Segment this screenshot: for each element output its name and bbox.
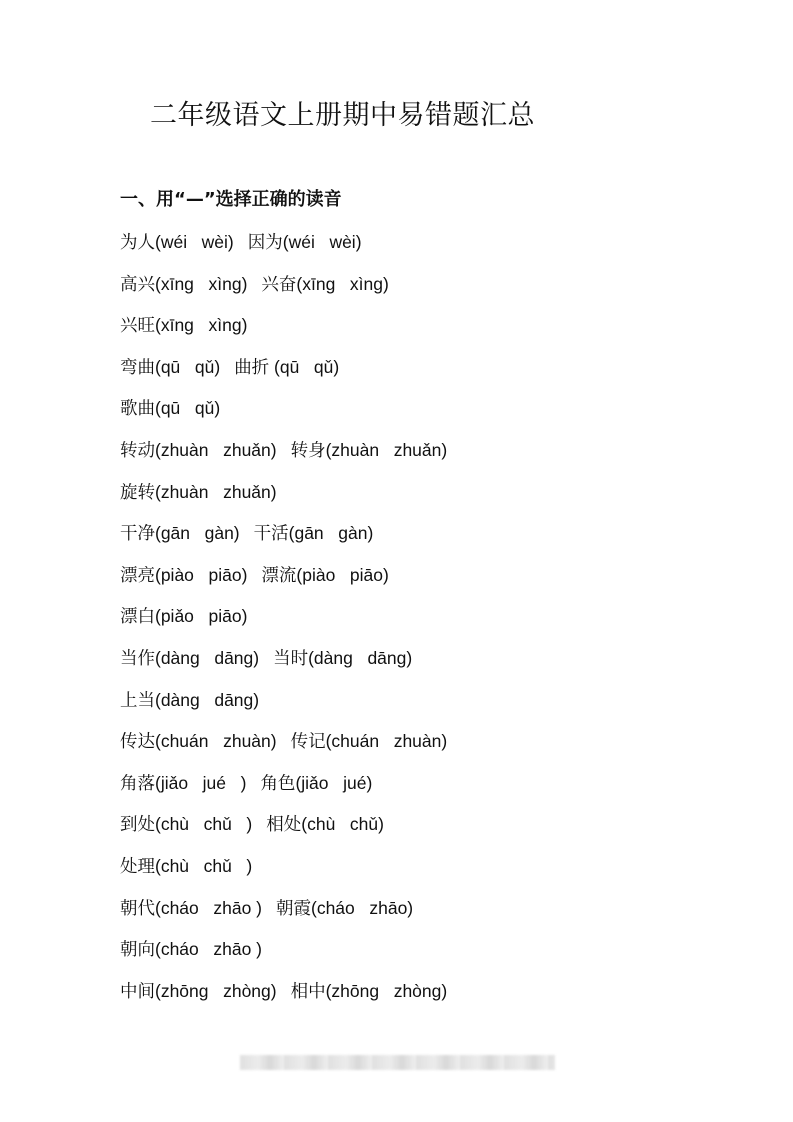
- pinyin-choice-item: [120, 894, 262, 923]
- word-text: 转动: [120, 440, 155, 461]
- word-text: 曲折: [234, 357, 270, 378]
- question-line: [120, 394, 720, 436]
- pinyin-options[interactable]: (chuán zhuàn): [325, 731, 448, 752]
- pinyin-options[interactable]: (wéi wèi): [282, 232, 362, 252]
- question-line: [120, 436, 720, 478]
- question-line: [120, 977, 720, 1019]
- word-text: 朝代: [120, 898, 155, 919]
- question-line: [120, 478, 720, 520]
- question-line: [120, 894, 720, 936]
- pinyin-options[interactable]: (cháo zhāo ): [155, 897, 262, 918]
- question-line: [120, 561, 720, 603]
- pinyin-options[interactable]: (qū qǔ): [269, 356, 340, 377]
- word-text: 角落: [120, 773, 155, 794]
- word-text: 角色: [260, 773, 296, 794]
- pinyin-choice-item: [120, 353, 220, 382]
- word-text: 朝霞: [276, 898, 311, 919]
- question-line: [120, 353, 720, 395]
- pinyin-choice-item: [120, 394, 220, 423]
- pinyin-choice-item: [291, 977, 448, 1006]
- question-line: [120, 311, 720, 353]
- pinyin-choice-item: [276, 894, 413, 923]
- question-line: [120, 852, 720, 894]
- pinyin-choice-item: [120, 977, 277, 1006]
- word-text: 干活: [253, 524, 289, 545]
- pinyin-choice-item: [120, 602, 247, 631]
- pinyin-options[interactable]: (chù chǔ): [301, 814, 384, 835]
- pinyin-options[interactable]: (wéi wèi): [155, 232, 234, 252]
- pinyin-options[interactable]: (zhuàn zhuǎn): [155, 481, 277, 502]
- question-line: [120, 228, 720, 270]
- section-heading: 一、用“—”选择正确的读音: [120, 189, 342, 210]
- word-text: 当时: [273, 648, 309, 669]
- pinyin-options[interactable]: (xīng xìng): [155, 273, 248, 294]
- pinyin-choice-item: [254, 519, 374, 548]
- pinyin-options[interactable]: (dàng dāng): [155, 647, 260, 668]
- word-text: 兴旺: [120, 316, 155, 337]
- pinyin-options[interactable]: (dàng dāng): [155, 689, 260, 710]
- pinyin-choice-item: [120, 769, 246, 798]
- word-text: 当作: [120, 648, 155, 669]
- pinyin-choice-item: [234, 353, 339, 382]
- word-text: 漂亮: [120, 565, 155, 586]
- pinyin-choice-item: [248, 228, 362, 257]
- pinyin-options[interactable]: (chù chǔ ): [155, 855, 253, 876]
- pinyin-options[interactable]: (qū qǔ): [155, 398, 221, 419]
- pinyin-options[interactable]: (chù chǔ ): [155, 814, 253, 835]
- pinyin-options[interactable]: (xīng xìng): [296, 273, 389, 294]
- question-line: [120, 810, 720, 852]
- pinyin-choice-item: [120, 436, 277, 465]
- word-text: 朝向: [120, 940, 155, 961]
- word-text: 弯曲: [120, 357, 155, 378]
- pinyin-choice-item: [120, 311, 247, 340]
- pinyin-options[interactable]: (cháo zhāo ): [155, 939, 262, 960]
- question-line: [120, 727, 720, 769]
- pinyin-options[interactable]: (zhuàn zhuǎn): [325, 439, 448, 460]
- pinyin-options[interactable]: (zhōng zhòng): [325, 980, 448, 1001]
- word-text: 因为: [247, 233, 283, 253]
- word-text: 中间: [120, 981, 155, 1002]
- pinyin-options[interactable]: (chuán zhuàn): [155, 731, 277, 752]
- word-text: 为人: [120, 233, 155, 253]
- pinyin-options[interactable]: (zhōng zhòng): [155, 980, 277, 1001]
- pinyin-options[interactable]: (gān gàn): [288, 523, 374, 544]
- question-line: [120, 935, 720, 977]
- pinyin-options[interactable]: (jiǎo jué): [295, 772, 373, 793]
- pinyin-options[interactable]: (cháo zhāo): [311, 897, 414, 918]
- pinyin-choice-item: [273, 644, 412, 673]
- pinyin-choice-item: [261, 561, 388, 590]
- word-text: 到处: [120, 815, 155, 836]
- pinyin-choice-item: [291, 727, 448, 756]
- word-text: 旋转: [120, 482, 155, 503]
- pinyin-choice-item: [120, 228, 234, 257]
- document-title: 二年级语文上册期中易错题汇总: [150, 100, 535, 131]
- question-line: [120, 769, 720, 811]
- word-text: 漂白: [120, 607, 155, 628]
- word-text: 相中: [290, 981, 326, 1002]
- word-text: 高兴: [120, 274, 155, 295]
- pinyin-choice-item: [291, 436, 448, 465]
- question-line: [120, 519, 720, 561]
- pinyin-choice-item: [120, 727, 277, 756]
- pinyin-options[interactable]: (piǎo piāo): [155, 606, 248, 627]
- pinyin-choice-item: [120, 561, 247, 590]
- pinyin-choice-item: [120, 644, 259, 673]
- pinyin-choice-item: [120, 810, 252, 839]
- pinyin-choice-item: [120, 935, 262, 964]
- question-line: [120, 686, 720, 728]
- pinyin-options[interactable]: (qū qǔ): [155, 356, 221, 377]
- word-text: 传记: [290, 732, 326, 753]
- word-text: 传达: [120, 732, 155, 753]
- word-text: 转身: [290, 440, 326, 461]
- question-line: [120, 644, 720, 686]
- word-text: 处理: [120, 856, 155, 877]
- pinyin-choice-item: [120, 852, 252, 881]
- word-text: 干净: [120, 524, 155, 545]
- pinyin-choice-item: [120, 478, 277, 507]
- pinyin-question-list: [120, 228, 720, 1018]
- pinyin-choice-item: [120, 519, 240, 548]
- pinyin-choice-item: [260, 769, 372, 798]
- word-text: 相处: [266, 815, 302, 836]
- word-text: 兴奋: [261, 274, 297, 295]
- pinyin-options[interactable]: (gān gàn): [155, 523, 240, 544]
- word-text: 漂流: [261, 565, 297, 586]
- question-line: [120, 270, 720, 312]
- pinyin-options[interactable]: (zhuàn zhuǎn): [155, 439, 277, 460]
- question-line: [120, 602, 720, 644]
- pinyin-choice-item: [120, 270, 247, 299]
- pinyin-choice-item: [266, 810, 384, 839]
- pinyin-options[interactable]: (piào piāo): [296, 564, 389, 585]
- pinyin-options[interactable]: (xīng xìng): [155, 315, 248, 336]
- pinyin-options[interactable]: (dàng dāng): [308, 647, 413, 668]
- pinyin-options[interactable]: (piào piāo): [155, 564, 248, 585]
- pinyin-choice-item: [261, 270, 388, 299]
- pinyin-options[interactable]: (jiǎo jué ): [155, 772, 247, 793]
- word-text: 上当: [120, 690, 155, 711]
- word-text: 歌曲: [120, 399, 155, 420]
- blurred-watermark: [240, 1055, 555, 1070]
- pinyin-choice-item: [120, 686, 259, 715]
